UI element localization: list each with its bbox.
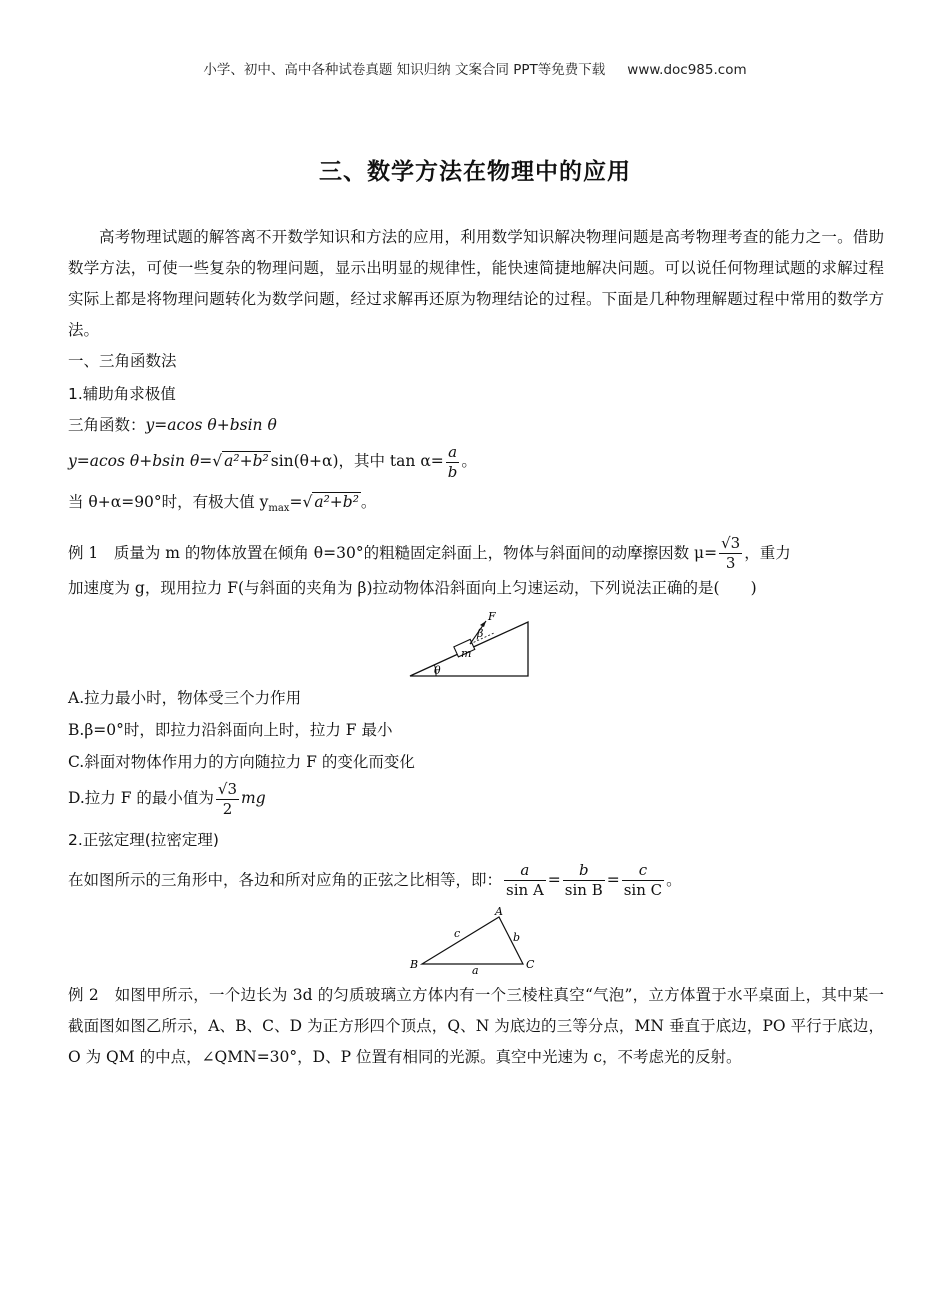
sine-frac-b bbox=[563, 861, 605, 900]
option-c[interactable]: C.斜面对物体作用力的方向随拉力 F 的变化而变化 bbox=[68, 753, 415, 772]
max-subscript: max bbox=[268, 502, 290, 514]
option-d-fraction: $\frac{√3}{2}$ bbox=[217, 779, 238, 818]
frac-c-den: sin C bbox=[623, 881, 663, 900]
option-d-num: 3 bbox=[227, 779, 238, 798]
side-a: a bbox=[472, 964, 479, 977]
identity-lhs: y=acos θ+bsin θ= bbox=[68, 452, 213, 470]
theta-label: θ bbox=[434, 664, 441, 678]
side-b: b bbox=[513, 931, 521, 945]
beta-label: β bbox=[477, 627, 484, 641]
frac-c-num: c bbox=[638, 861, 648, 880]
sine-rule-text: 在如图所示的三角形中，各边和所对应角的正弦之比相等，即： bbox=[68, 870, 503, 889]
sine-rule-end: 。 bbox=[666, 870, 682, 889]
example2-text: 如图甲所示，一个边长为 3d 的匀质玻璃立方体内有一个三棱柱真空“气泡”，立方体置于水平桌面上，其中某一截面图如图乙所示，A、B、C、D 为正方形四个顶点，Q、N 为底边的三等分点，MN 垂直于底边，PO 平行于底边，O 为 QM 的中点，∠QMN=30°，D、P 位置有相同的光源。真空中光速为 c，不考虑光的反射。 bbox=[68, 986, 884, 1067]
sine-rule-line bbox=[68, 860, 884, 901]
option-b[interactable]: B.β=0°时，即拉力沿斜面向上时，拉力 F 最小 bbox=[68, 721, 393, 740]
section-heading-trig: 一、三角函数法 bbox=[68, 352, 177, 370]
page-header bbox=[0, 58, 950, 78]
option-d[interactable] bbox=[68, 778, 884, 819]
header-url[interactable]: www.doc985.com bbox=[627, 62, 747, 78]
option-a[interactable]: A.拉力最小时，物体受三个力作用 bbox=[68, 689, 302, 708]
sqrt-max: √ a²+b² bbox=[302, 492, 359, 511]
example1-text-a: 质量为 m 的物体放置在倾角 θ=30°的粗糙固定斜面上，物体与斜面间的动摩擦因数 μ= bbox=[113, 543, 718, 562]
identity-end: 。 bbox=[461, 452, 477, 470]
triangle-figure bbox=[406, 904, 546, 976]
mu-den: 3 bbox=[725, 554, 736, 573]
trig-max-line bbox=[68, 482, 884, 529]
trig-label: 三角函数： bbox=[68, 416, 146, 434]
trig-identity-line bbox=[68, 441, 884, 482]
sqrt-a2b2: √ a²+b² bbox=[212, 452, 269, 470]
option-d-text: D.拉力 F 的最小值为 bbox=[68, 789, 214, 808]
max-text: 当 θ+α=90°时，有极大值 y bbox=[68, 492, 269, 511]
side-c: c bbox=[454, 927, 461, 941]
frac-b-den: sin B bbox=[564, 881, 603, 900]
intro-paragraph: 高考物理试题的解答离不开数学知识和方法的应用，利用数学知识解决物理问题是高考物理考查的能力之一。借助数学方法，可使一些复杂的物理问题，显示出明显的规律性，能快速简捷地解决问题。可以说任何物理试题的求解过程实际上都是将物理问题转化为数学问题，经过求解再还原为物理结论的过程。下面是几种物理解题过程中常用的数学方法。 bbox=[68, 228, 884, 339]
tan-den: b bbox=[447, 462, 458, 481]
max-end: 。 bbox=[360, 492, 377, 511]
sqrt-radicand: a²+b² bbox=[224, 452, 269, 470]
vertex-b: B bbox=[410, 958, 419, 972]
tan-fraction bbox=[446, 443, 460, 482]
example1-line1 bbox=[68, 533, 884, 574]
mu-num: 3 bbox=[730, 534, 741, 553]
force-label: F bbox=[488, 610, 496, 624]
identity-mid: sin(θ+α)，其中 tan α= bbox=[270, 452, 444, 470]
main-content bbox=[68, 222, 884, 1073]
trig-function-line bbox=[68, 410, 884, 441]
sqrt-max-radicand: a²+b² bbox=[314, 492, 359, 511]
example2-label: 例 2 bbox=[68, 986, 99, 1005]
eq-1: = bbox=[547, 870, 561, 889]
header-text: 小学、初中、高中各种试卷真题 知识归纳 文案合同 PPT等免费下载 bbox=[203, 62, 606, 78]
option-d-mg: mg bbox=[241, 789, 266, 808]
vertex-c: C bbox=[526, 958, 535, 972]
option-d-den: 2 bbox=[222, 799, 233, 818]
sine-frac-a bbox=[504, 861, 546, 900]
example1-line2: 加速度为 g，现用拉力 F(与斜面的夹角为 β)拉动物体沿斜面向上匀速运动，下列说法正确的是( ) bbox=[68, 579, 757, 598]
frac-a-den: sin A bbox=[506, 881, 544, 900]
eq-2: = bbox=[606, 870, 620, 889]
page-title: 三、数学方法在物理中的应用 bbox=[319, 159, 631, 185]
example1-text-b: ，重力 bbox=[744, 543, 791, 562]
subheading-sine-rule: 2.正弦定理(拉密定理) bbox=[68, 830, 219, 849]
incline-figure bbox=[406, 606, 546, 682]
sine-frac-c bbox=[622, 861, 664, 900]
frac-a-num: a bbox=[520, 861, 530, 880]
tan-num: a bbox=[448, 442, 458, 461]
mass-label: m bbox=[461, 647, 472, 661]
trig-expr: y=acos θ+bsin θ bbox=[145, 416, 277, 434]
subheading-auxiliary-angle: 1.辅助角求极值 bbox=[68, 385, 176, 403]
example2-paragraph bbox=[68, 980, 884, 1073]
max-eq: = bbox=[289, 492, 303, 511]
frac-b-num: b bbox=[578, 861, 589, 880]
vertex-a: A bbox=[495, 905, 503, 919]
mu-fraction: $\frac{√3}{3}$ bbox=[721, 534, 741, 573]
example1-label: 例 1 bbox=[68, 543, 99, 562]
